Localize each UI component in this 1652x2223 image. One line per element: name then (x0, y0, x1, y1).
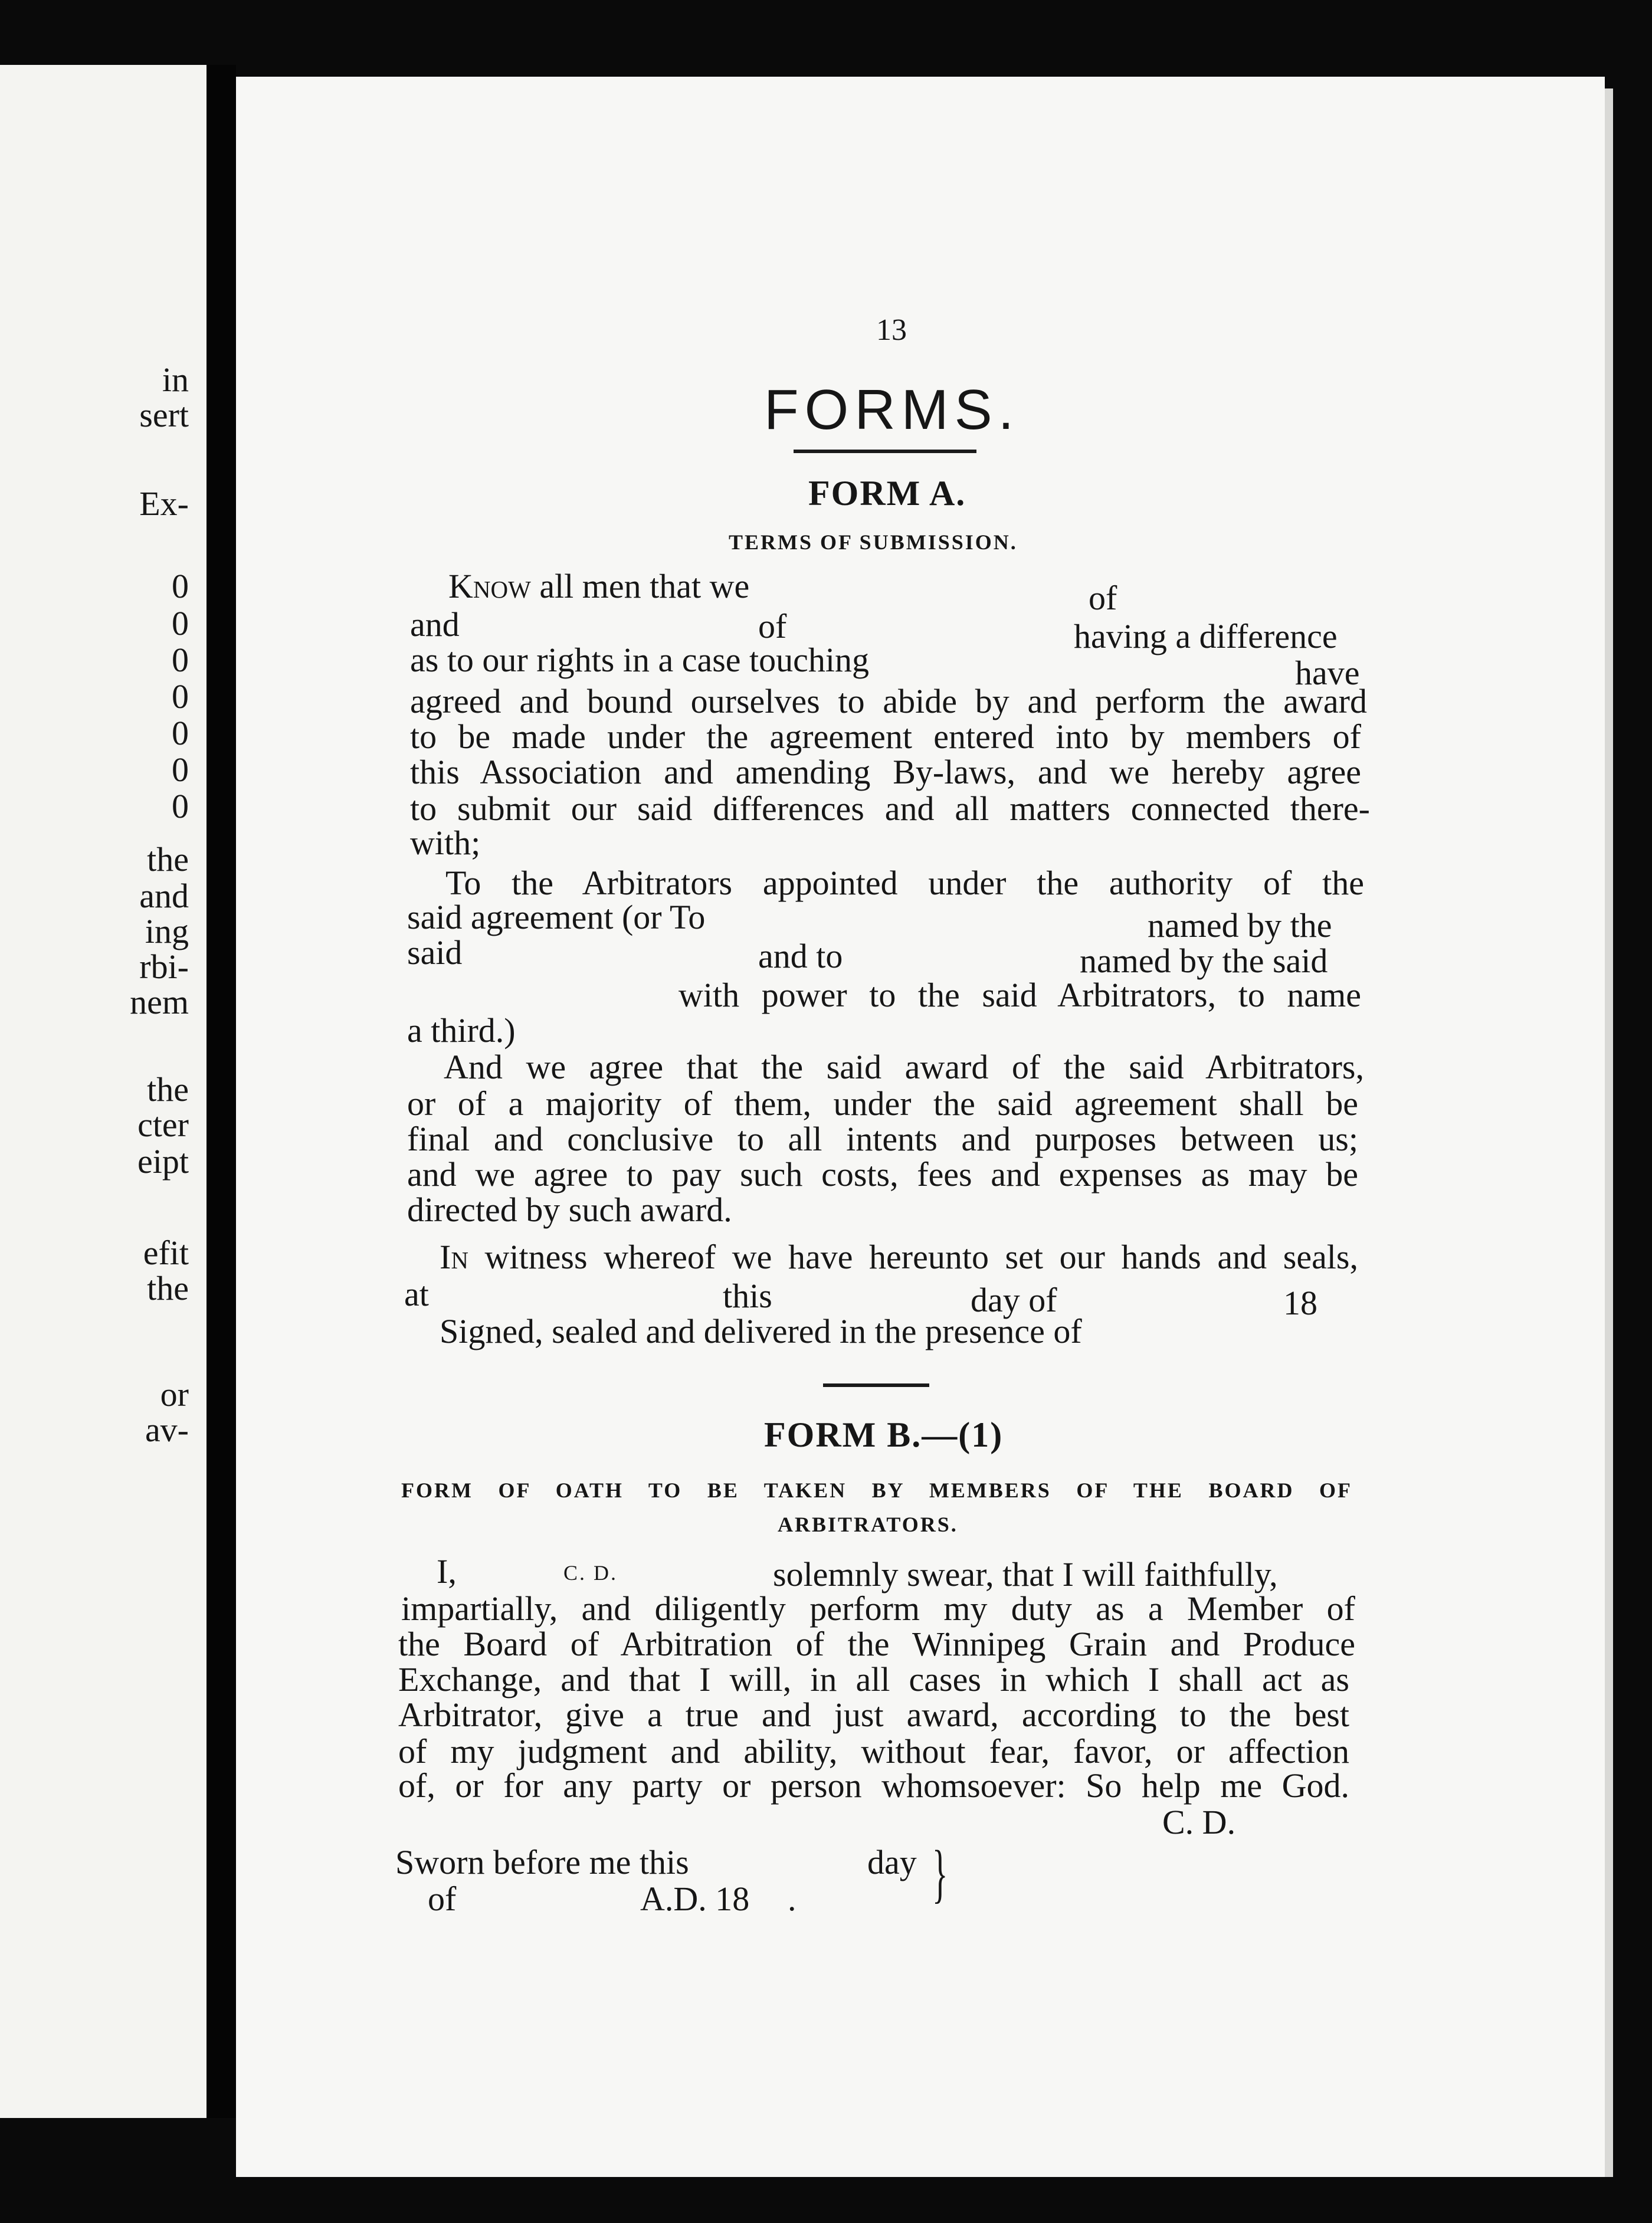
left-page-word: the (147, 1269, 189, 1307)
sworn-line: day (867, 1843, 917, 1881)
sworn-line: Sworn before me this (395, 1843, 689, 1881)
oath-line: Arbitrator, give a true and just award, according to the best (398, 1696, 1349, 1734)
oath-line: I, (437, 1552, 457, 1591)
left-page-word: or (160, 1375, 189, 1414)
form-a-line: and we agree to pay such costs, fees and expenses as may be (407, 1155, 1358, 1194)
form-a-line: of (758, 607, 787, 645)
sworn-line: A.D. 18 (640, 1880, 750, 1918)
text-run: witness whereof we have hereunto set our hands and seals, (468, 1238, 1358, 1276)
form-a-line: as to our rights in a case touching (410, 641, 869, 679)
form-a-line (440, 1240, 1358, 1274)
left-page-word: 0 (172, 714, 189, 752)
left-page-word: 0 (172, 677, 189, 716)
left-page-word: ing (145, 912, 189, 950)
page-number: 13 (876, 313, 907, 347)
form-a-line: And we agree that the said award of the said Arbitrators, (444, 1048, 1364, 1086)
left-page-word: 0 (172, 567, 189, 605)
form-a-line: having a difference (1074, 617, 1338, 655)
form-a-line: and to (758, 937, 843, 975)
right-page (236, 77, 1605, 2177)
left-page-word: eipt (137, 1142, 189, 1181)
form-a-line: or of a majority of them, under the said agreement shall be (407, 1084, 1358, 1123)
page-title: FORMS. (764, 378, 1020, 441)
form-a-line: final and conclusive to all intents and purposes between us; (407, 1120, 1358, 1158)
left-page-word: 0 (172, 641, 189, 679)
section-rule (823, 1383, 929, 1387)
oath-line: impartially, and diligently perform my duty as a Member of (401, 1589, 1355, 1628)
form-a-line: a third.) (407, 1011, 516, 1050)
left-page-word: nem (130, 983, 189, 1021)
form-a-line: agreed and bound ourselves to abide by and perform the award (410, 682, 1367, 720)
book-gutter (206, 65, 236, 2118)
brace-glyph: } (932, 1837, 948, 1909)
form-a-line: and (410, 605, 460, 644)
form-a-line: 18 (1283, 1284, 1317, 1322)
form-a-line: have (1295, 654, 1360, 692)
form-a-line: named by the said (1080, 942, 1328, 980)
left-page-word: sert (139, 396, 189, 434)
oath-line: Exchange, and that I will, in all cases in which I shall act as (398, 1660, 1349, 1699)
form-b-heading: FORM B.—(1) (764, 1415, 1004, 1454)
left-page-fragment (0, 65, 212, 2118)
left-page-word: efit (143, 1234, 189, 1272)
oath-line: of my judgment and ability, without fear, favor, or affection (398, 1732, 1349, 1770)
oath-line: of, or for any party or person whomsoever: So help me God. (398, 1766, 1349, 1805)
form-a-line (448, 569, 749, 604)
left-page-word: the (147, 840, 189, 878)
form-b-subheading: ARBITRATORS. (778, 1513, 958, 1536)
form-a-line: of (1089, 579, 1117, 617)
form-a-line: with; (410, 824, 481, 862)
form-a-line: this Association and amending By-laws, and we hereby agree (410, 753, 1361, 791)
text-run: In (440, 1238, 468, 1276)
left-page-word: av- (145, 1411, 189, 1449)
form-a-line: said agreement (or To (407, 898, 706, 936)
page-edge (1605, 88, 1613, 2177)
left-page-word: cter (137, 1106, 189, 1144)
form-b-subheading: FORM OF OATH TO BE TAKEN BY MEMBERS OF THE BOARD OF (401, 1478, 1352, 1502)
form-a-line: this (723, 1277, 772, 1315)
form-a-line: To the Arbitrators appointed under the authority of the (445, 864, 1364, 902)
left-page-word: in (162, 360, 189, 399)
left-page-word: 0 (172, 750, 189, 789)
sworn-line: . (788, 1880, 796, 1918)
oath-name: C. D. (563, 1561, 618, 1585)
signature: C. D. (1162, 1803, 1236, 1841)
left-page-word: rbi- (139, 947, 189, 986)
left-page-word: Ex- (139, 484, 189, 523)
sworn-line: of (428, 1880, 457, 1918)
left-page-word: 0 (172, 787, 189, 825)
left-page-word: 0 (172, 604, 189, 642)
form-a-line: Signed, sealed and delivered in the presence of (440, 1312, 1082, 1350)
form-a-line: to submit our said differences and all matters connected there- (410, 789, 1370, 828)
oath-line: the Board of Arbitration of the Winnipeg Grain and Produce (398, 1625, 1355, 1663)
title-rule (794, 450, 976, 453)
left-page-word: and (139, 877, 189, 915)
form-a-subheading: TERMS OF SUBMISSION. (729, 530, 1018, 554)
form-a-line: to be made under the agreement entered into by members of (410, 717, 1361, 756)
form-a-line: directed by such award. (407, 1191, 732, 1229)
form-a-line: at (404, 1275, 429, 1313)
text-run: Know (448, 567, 531, 605)
form-a-line: with power to the said Arbitrators, to name (678, 976, 1361, 1014)
form-a-line: said (407, 933, 463, 972)
form-a-line: day of (971, 1281, 1057, 1319)
text-run: all men that we (530, 567, 750, 605)
form-a-line: named by the (1148, 906, 1332, 945)
oath-line: solemnly swear, that I will faithfully, (773, 1555, 1278, 1594)
left-page-word: the (147, 1070, 189, 1109)
form-a-heading: FORM A. (808, 474, 966, 513)
